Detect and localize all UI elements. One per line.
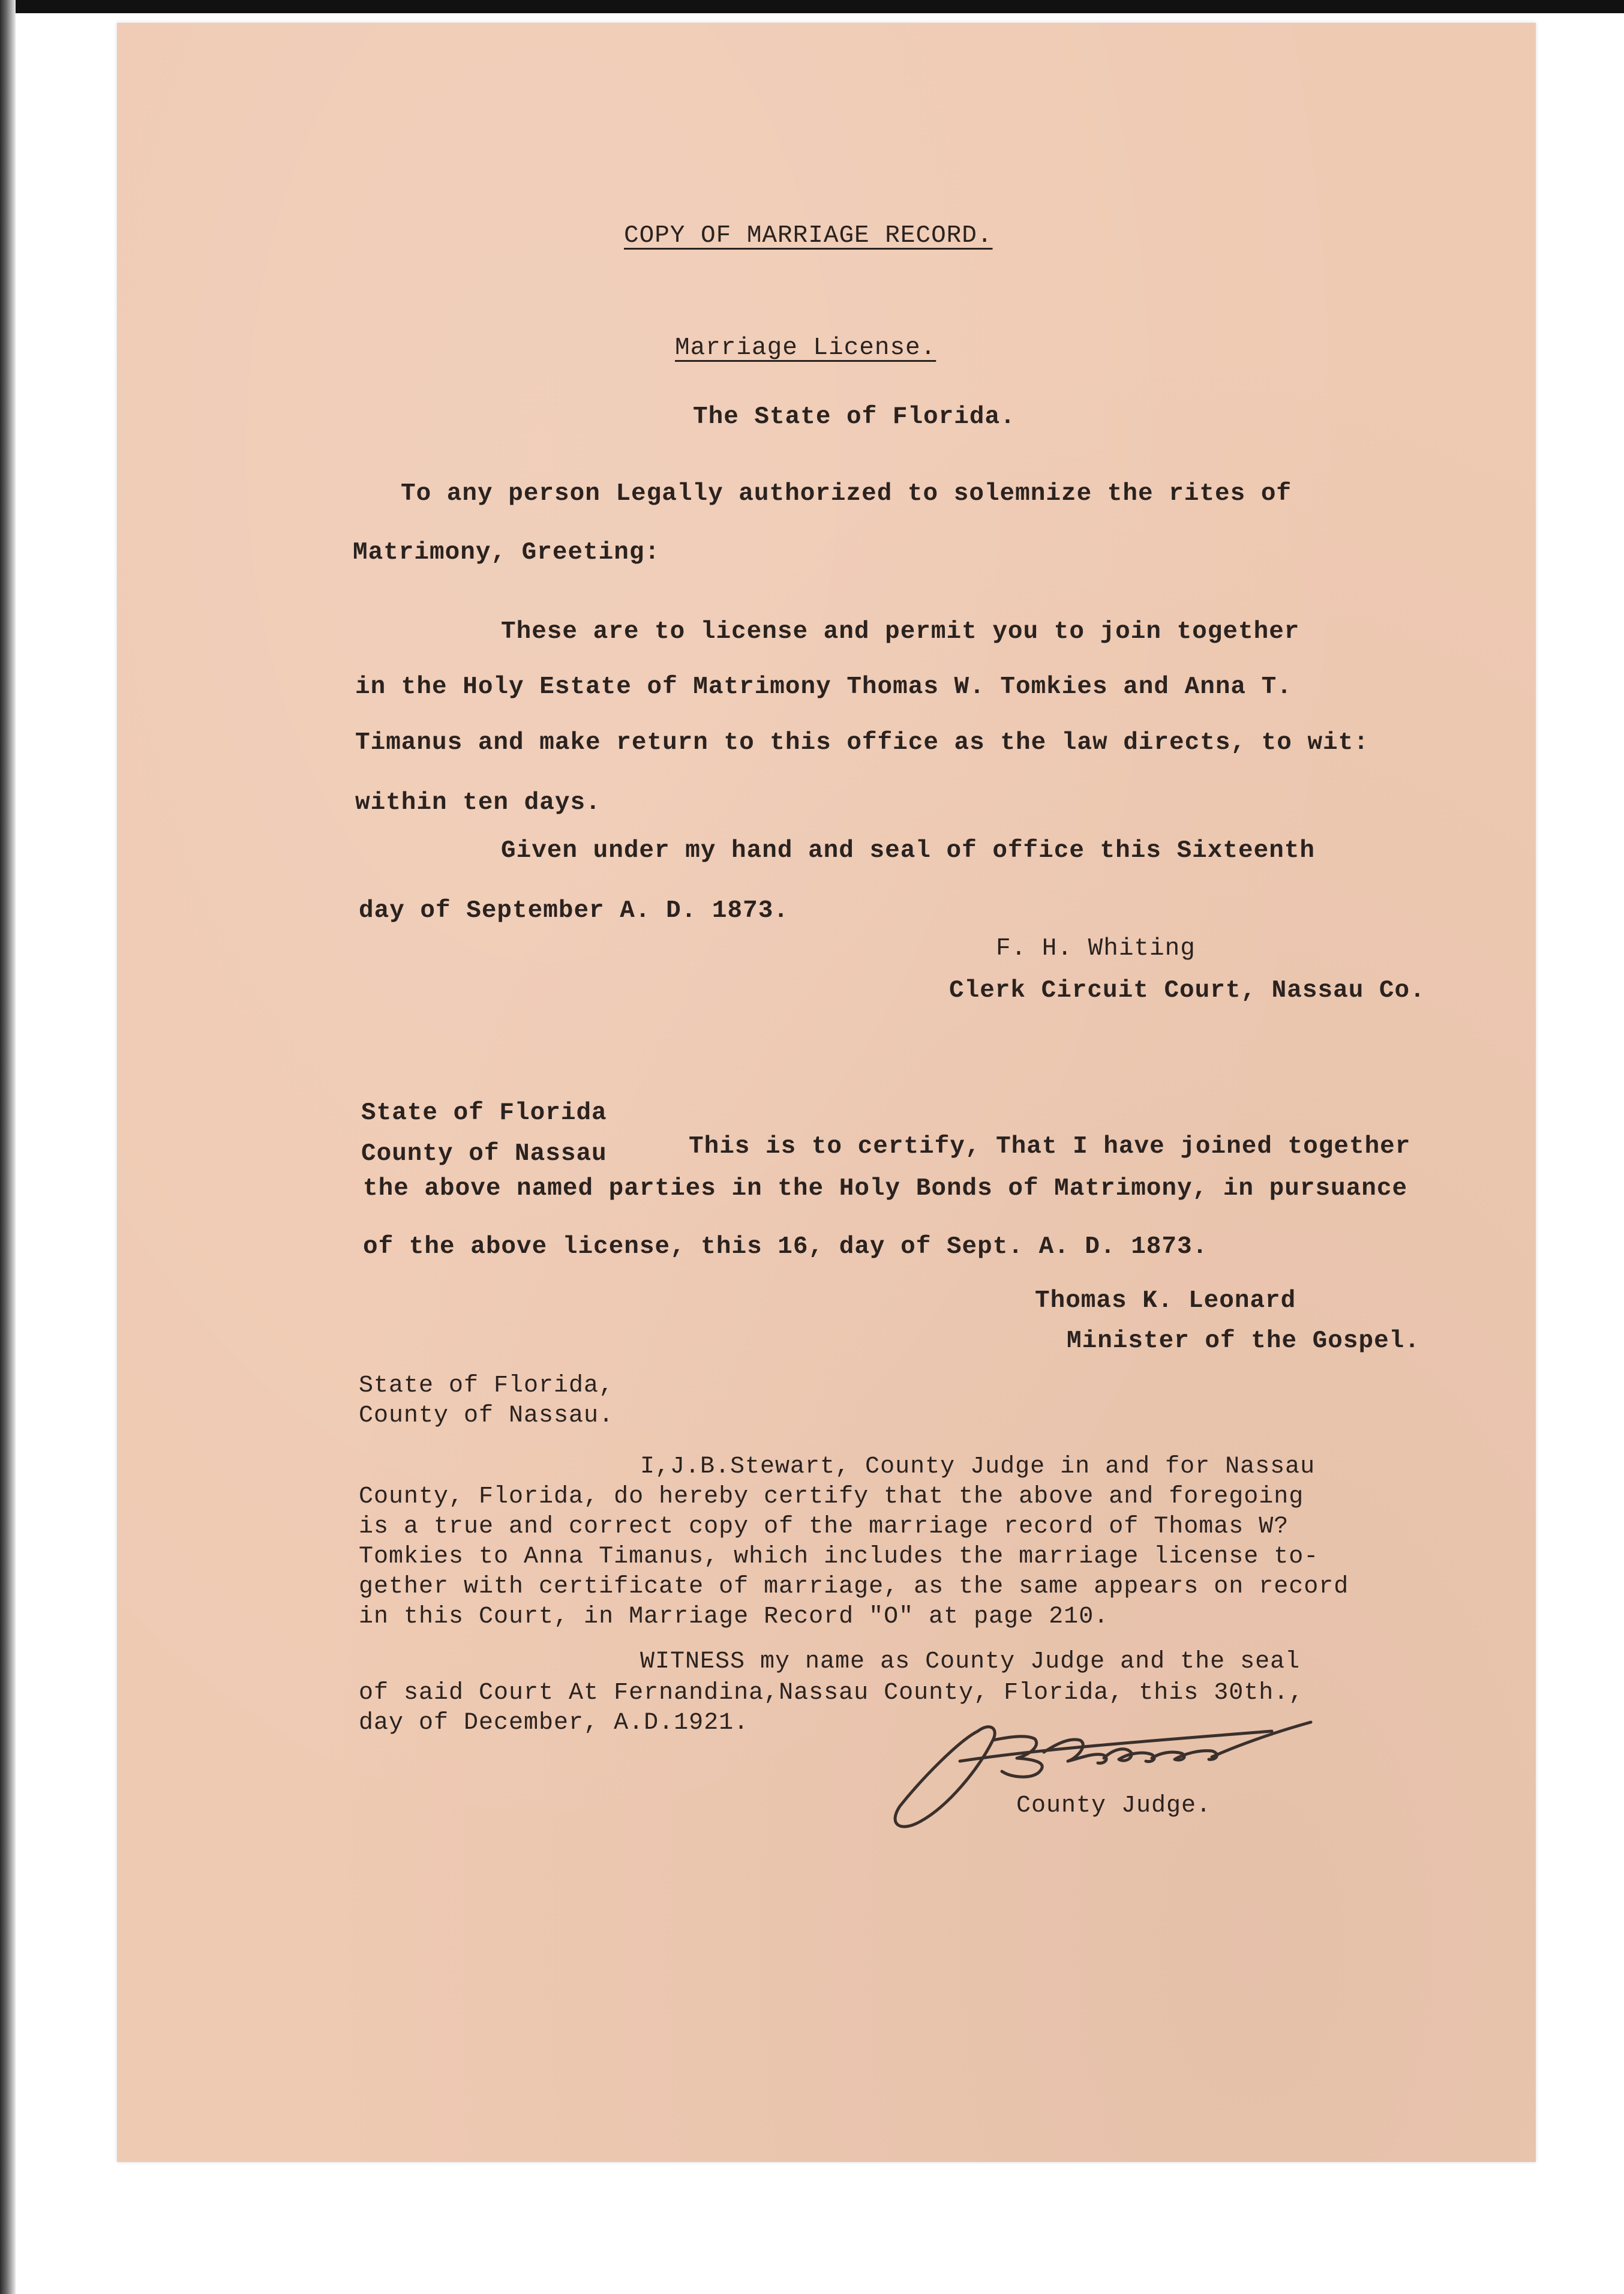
certificate-state: State of Florida bbox=[361, 1099, 607, 1127]
license-line-8: day of September A. D. 1873. bbox=[359, 897, 789, 925]
clerk-title: Clerk Circuit Court, Nassau Co. bbox=[949, 977, 1425, 1004]
minister-name: Thomas K. Leonard bbox=[1035, 1287, 1296, 1315]
witness-line-1: WITNESS my name as County Judge and the seal bbox=[640, 1648, 1301, 1675]
clerk-name: F. H. Whiting bbox=[996, 935, 1196, 962]
license-line-1: To any person Legally authorized to solemnize the rites of bbox=[401, 480, 1292, 508]
minister-title: Minister of the Gospel. bbox=[1067, 1327, 1420, 1355]
license-line-6: within ten days. bbox=[355, 789, 601, 817]
judge-state: State of Florida, bbox=[359, 1372, 614, 1399]
witness-line-3: day of December, A.D.1921. bbox=[359, 1710, 749, 1737]
certificate-line-3: of the above license, this 16, day of Sept. A. D. 1873. bbox=[363, 1233, 1208, 1261]
judge-line-3: is a true and correct copy of the marriage record of Thomas W? bbox=[359, 1513, 1289, 1540]
license-heading: Marriage License. bbox=[675, 334, 936, 362]
scanner-left-edge bbox=[0, 0, 16, 2294]
license-line-2: Matrimony, Greeting: bbox=[353, 539, 661, 566]
license-line-5: Timanus and make return to this office as the law directs, to wit: bbox=[355, 729, 1369, 757]
document-title: COPY OF MARRIAGE RECORD. bbox=[624, 222, 993, 250]
judge-line-1: I,J.B.Stewart, County Judge in and for Nassau bbox=[640, 1453, 1316, 1480]
judge-line-2: County, Florida, do hereby certify that the above and foregoing bbox=[359, 1483, 1304, 1510]
judge-line-4: Tomkies to Anna Timanus, which includes the marriage license to- bbox=[359, 1543, 1319, 1570]
scanner-top-edge bbox=[0, 0, 1624, 13]
certificate-county: County of Nassau bbox=[361, 1140, 607, 1168]
license-line-7: Given under my hand and seal of office this Sixteenth bbox=[501, 837, 1316, 865]
state-heading: The State of Florida. bbox=[693, 403, 1016, 431]
judge-line-5: gether with certificate of marriage, as the same appears on record bbox=[359, 1573, 1349, 1600]
witness-line-2: of said Court At Fernandina,Nassau County, Florida, this 30th., bbox=[359, 1680, 1304, 1707]
certificate-line-2: the above named parties in the Holy Bonds of Matrimony, in pursuance bbox=[363, 1175, 1408, 1203]
certificate-line-1: This is to certify, That I have joined together bbox=[689, 1133, 1411, 1161]
judge-line-6: in this Court, in Marriage Record "O" at page 210. bbox=[359, 1603, 1109, 1630]
license-line-3: These are to license and permit you to join together bbox=[501, 618, 1300, 646]
license-line-4: in the Holy Estate of Matrimony Thomas W. Tomkies and Anna T. bbox=[355, 673, 1292, 701]
judge-county: County of Nassau. bbox=[359, 1402, 614, 1429]
judge-title: County Judge. bbox=[1016, 1792, 1212, 1819]
